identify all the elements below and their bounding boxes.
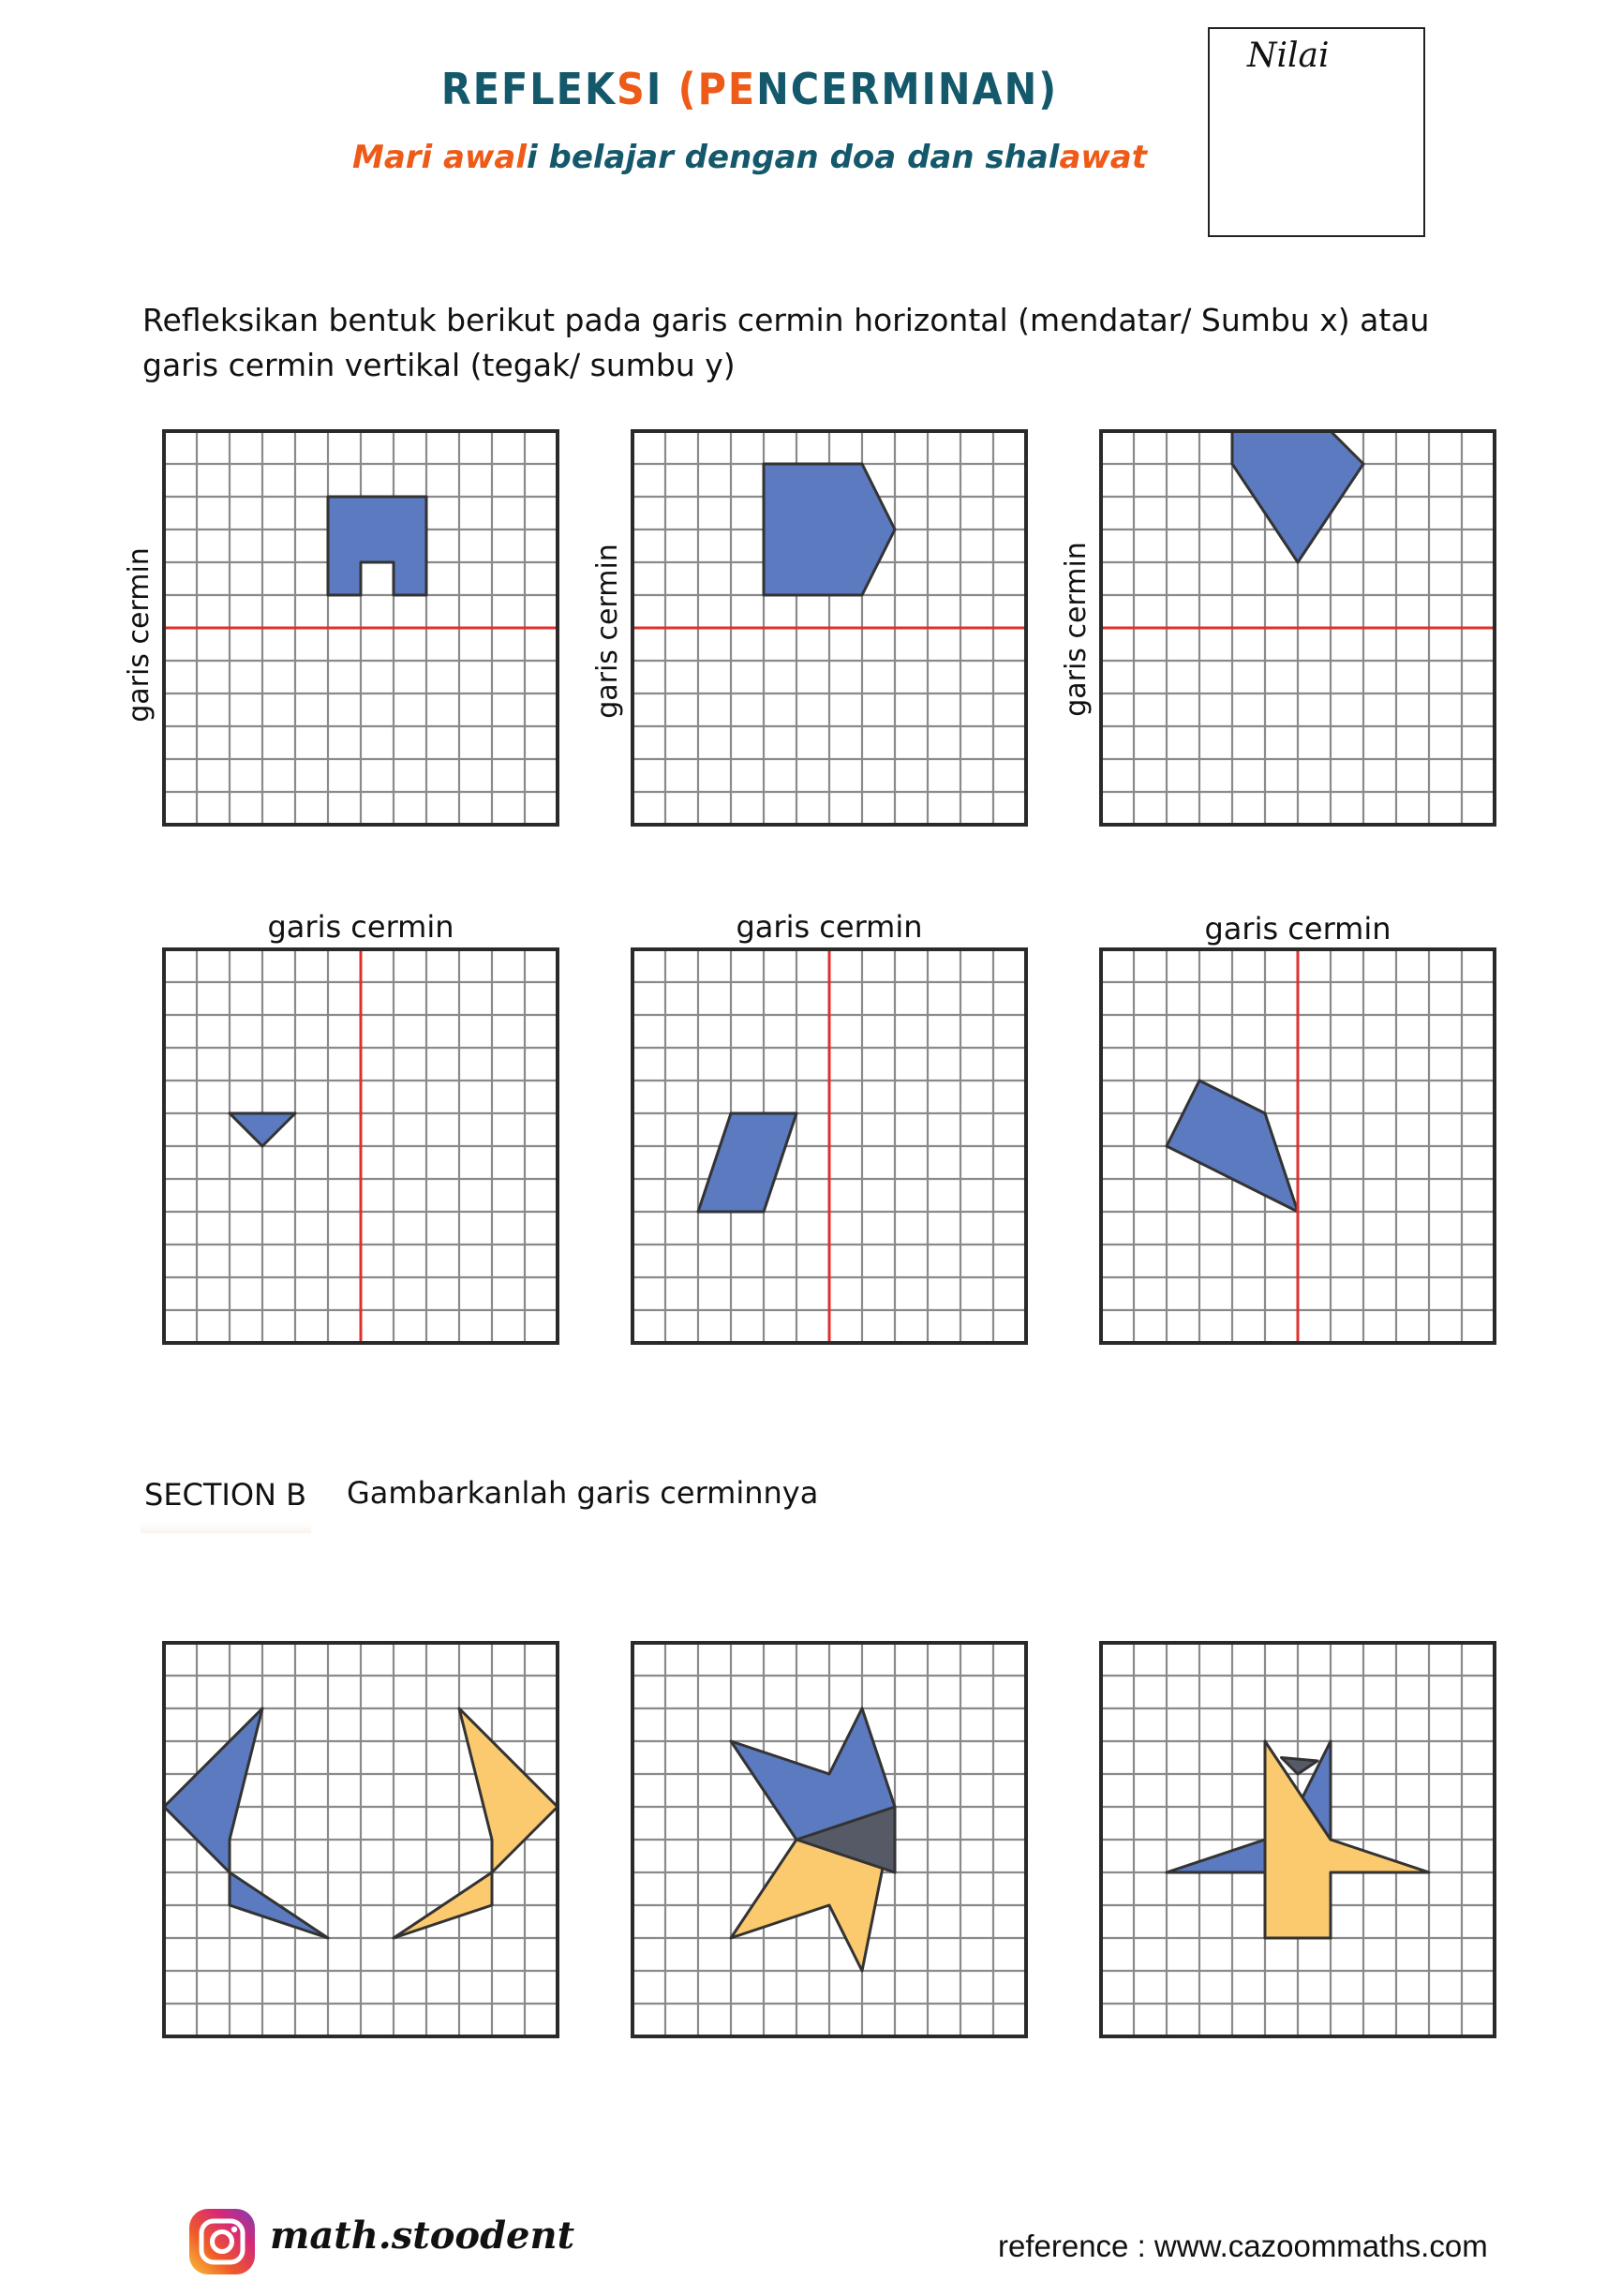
mirror-label: garis cermin [1059,542,1093,717]
blue-shape [230,1113,295,1146]
title-part: REFLEK [440,64,618,114]
mirror-label: garis cermin [122,547,156,723]
title-part: S [617,64,647,114]
instagram-handle[interactable]: math.stoodent [270,2214,575,2258]
grid-vertical-mirror-2[interactable] [632,949,1026,1343]
title-part: awal [443,139,527,176]
grid-section-b-1[interactable] [164,1643,558,2036]
grid-vertical-mirror-3[interactable] [1101,949,1495,1343]
grid-horizontal-mirror-1[interactable] [164,431,558,825]
blue-shape [698,1113,796,1212]
mirror-label: garis cermin [736,909,923,945]
score-label: Nilai [1247,37,1330,75]
title-part: I [646,64,678,114]
grid-horizontal-mirror-3[interactable] [1101,431,1495,825]
grid-horizontal-mirror-2[interactable] [632,431,1026,825]
title-part: i belajar dengan doa dan shal [526,139,1060,176]
title-part: Mari [351,139,444,176]
title-part: ( [677,64,698,114]
section-b-instruction: Gambarkanlah garis cerminnya [347,1475,819,1511]
blue-shape [164,1708,328,1938]
orange-reflected-shape [394,1708,558,1938]
mirror-label: garis cermin [590,544,624,719]
mirror-label: garis cermin [267,909,454,945]
title-part: awat [1059,139,1148,176]
grid-vertical-mirror-1[interactable] [164,949,558,1343]
title-part: PE [697,64,757,114]
blue-shape [764,464,895,595]
mirror-label: garis cermin [1204,911,1391,947]
section-a-instruction: Refleksikan bentuk berikut pada garis cermin horizontal (mendatar/ Sumbu x) atau garis cermin vertikal (tegak/ sumbu y) [142,302,1430,383]
score-box[interactable] [1208,27,1425,237]
grid-section-b-2[interactable] [632,1643,1026,2036]
title-part: NCERMINAN) [756,64,1059,114]
instagram-icon [187,2207,257,2276]
reference-text: reference : www.cazoommaths.com [998,2229,1488,2263]
blue-shape [328,497,426,595]
grid-section-b-3[interactable] [1101,1643,1495,2036]
section-b-label: SECTION B [141,1462,311,1533]
